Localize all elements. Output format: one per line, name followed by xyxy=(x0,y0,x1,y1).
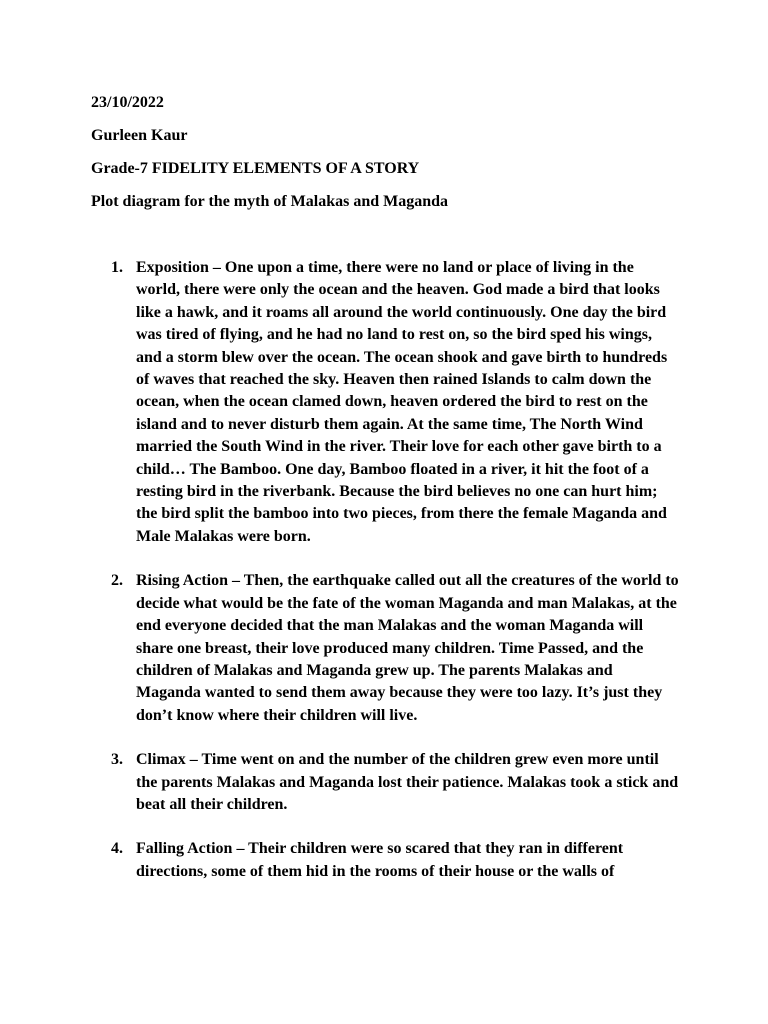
list-item-rising-action xyxy=(0,570,681,727)
list-item-text: Climax – Time went on and the number of the children grew even more until the parents Malakas and Maganda lost their patience. Malakas took a stick and beat all their children. xyxy=(136,751,679,813)
subject-line: Grade-7 FIDELITY ELEMENTS OF A STORY xyxy=(91,160,420,177)
date-line: 23/10/2022 xyxy=(91,94,164,111)
author-name: Gurleen Kaur xyxy=(91,127,188,144)
list-item-number: 2. xyxy=(111,572,123,590)
list-item-text: Exposition – One upon a time, there were no land or place of living in the world, there were only the ocean and the heaven. God made a bird that looks like a hawk, and it roams all around the world continuously. One day the bird was tired of flying, and he had no land to rest on, so the bird sped his wings, and a storm blew over the ocean. The ocean shook and gave birth to hundreds of waves that reached the sky. Heaven then rained Islands to calm down the ocean, when the ocean clamed down, heaven ordered the bird to rest on the island and to never disturb them again. At the same time, The North Wind married the South Wind in the river. Their love for each other gave birth to a child… The Bamboo. One day, Bamboo floated in a river, it hit the foot of a resting bird in the riverbank. Because the bird believes no one can hurt him; the bird split the bamboo into two pieces, from there the female Maganda and Male Malakas were born. xyxy=(136,259,668,545)
list-item-climax xyxy=(0,749,681,816)
list-item-text: Falling Action – Their children were so scared that they ran in different directions, some of them hid in the rooms of their house or the walls of xyxy=(136,840,624,880)
list-item-number: 3. xyxy=(111,751,123,769)
list-item-exposition xyxy=(0,257,681,548)
list-item-number: 4. xyxy=(111,840,123,858)
list-item-text: Rising Action – Then, the earthquake called out all the creatures of the world to decide what would be the fate of the woman Maganda and man Malakas, at the end everyone decided that the man Malakas and the woman Maganda will share one breast, their love produced many children. Time Passed, and the children of Malakas and Maganda grew up. The parents Malakas and Maganda wanted to send them away because they were too lazy. It’s just they don’t know where their children will live. xyxy=(136,572,679,724)
document-header xyxy=(91,92,711,224)
document-title: Plot diagram for the myth of Malakas and Maganda xyxy=(91,193,449,210)
list-item-number: 1. xyxy=(111,259,123,276)
plot-list xyxy=(0,257,768,905)
list-item-falling-action xyxy=(0,838,681,883)
